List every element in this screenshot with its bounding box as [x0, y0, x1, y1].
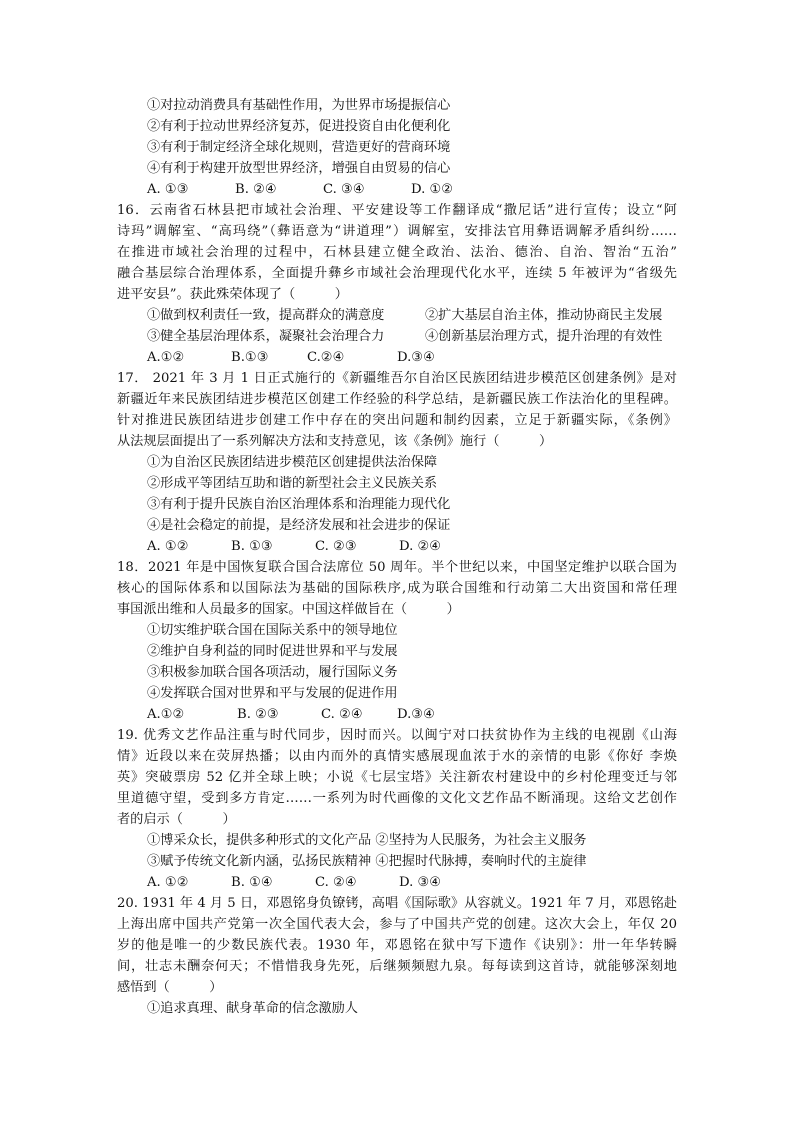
q16-stem-line-5: 进平安县”。获此殊荣体现了（ ）: [117, 287, 348, 302]
q17-option-2: ②形成平等团结互助和谐的新型社会主义民族关系: [147, 476, 438, 491]
q15-choice-a: A. ①③: [147, 182, 189, 197]
q18-stem-line-1: 18．2021 年是中国恢复联合国合法席位 50 周年。半个世纪以来，中国坚定维护以联合国为: [117, 560, 677, 575]
q16-option-2: ②扩大基层自治主体，推动协商民主发展: [425, 308, 663, 323]
q15-option-1: ①对拉动消费具有基础性作用，为世界市场提振信心: [147, 98, 451, 113]
q17-choice-c: C. ②③: [315, 539, 357, 554]
q16-stem-line-4: 融合基层综合治理体系，全面提升彝乡市域社会治理现代化水平，连续 5 年被评为“省级先: [117, 266, 677, 281]
q17-choice-a: A. ①②: [147, 539, 189, 554]
q18-option-2: ②维护自身利益的同时促进世界和平与发展: [147, 644, 398, 659]
q16-stem-line-1: 16．云南省石林县把市域社会治理、平安建设等工作翻译成“撒尼话”进行宣传；设立“阿: [117, 203, 677, 218]
q17-stem-line-3: 针对推进民族团结进步创建工作中存在的突出问题和制约因素，立足于新疆实际，《条例》: [117, 413, 677, 428]
q17-stem-line-1: 17． 2021 年 3 月 1 日正式施行的《新疆维吾尔自治区民族团结进步模范区创建条例》是对: [117, 371, 677, 386]
q17-option-1: ①为自治区民族团结进步模范区创建提供法治保障: [147, 455, 438, 470]
q18-choice-c: C. ②④: [321, 707, 363, 722]
q19-choice-c: C. ②④: [315, 875, 357, 890]
q15-choice-b: B. ②④: [235, 182, 277, 197]
q16-choice-d: D.③④: [397, 350, 435, 365]
q18-option-3: ③积极参加联合国各项活动，履行国际义务: [147, 665, 398, 680]
q20-stem-line-3: 岁的他是唯一的少数民族代表。1930 年，邓恩铭在狱中写下遗作《诀别》：卅一年华转瞬: [117, 938, 677, 953]
q18-option-1: ①切实维护联合国在国际关系中的领导地位: [147, 623, 398, 638]
q16-choice-a: A.①②: [147, 350, 185, 365]
q19-stem-line-3: 英》突破票房 52 亿并全球上映；小说《七层宝塔》关注新农村建设中的乡村伦理变迁与邻: [117, 770, 677, 785]
q19-choice-d: D. ③④: [399, 875, 442, 890]
q16-option-1: ①做到权利责任一致，提高群众的满意度: [147, 308, 385, 323]
q15-option-4: ④有利于构建开放型世界经济，增强自由贸易的信心: [147, 161, 451, 176]
q19-stem-line-5: 者的启示（ ）: [117, 812, 236, 827]
q18-choice-b: B. ②③: [237, 707, 279, 722]
q18-stem-line-2: 核心的国际体系和以国际法为基础的国际秩序,成为联合国维和行动第二大出资国和常任理: [117, 581, 677, 596]
q17-option-4: ④是社会稳定的前提，是经济发展和社会进步的保证: [147, 518, 451, 533]
q17-answer-choices: [147, 537, 441, 557]
q18-choice-a: A.①②: [147, 707, 185, 722]
q15-choice-d: D. ①②: [411, 182, 454, 197]
q19-stem-line-1: 19. 优秀文艺作品注重与时代同步，因时而兴。以闽宁对口扶贫协作为主线的电视剧《山海: [117, 728, 677, 743]
q20-stem-line-4: 间，壮志未酬奈何天；不惜惜我身先死，后继频频慰九泉。每每读到这首诗，就能够深刻地: [117, 959, 677, 974]
q17-option-3: ③有利于提升民族自治区治理体系和治理能力现代化: [147, 497, 451, 512]
q17-choice-d: D. ②④: [399, 539, 442, 554]
q20-option-1: ①追求真理、献身革命的信念激励人: [147, 1001, 358, 1016]
q19-choice-a: A. ①②: [147, 875, 189, 890]
q20-stem-line-5: 感悟到（ ）: [117, 980, 223, 995]
q19-choice-b: B. ①④: [231, 875, 273, 890]
q19-option-3-4: ③赋予传统文化新内涵，弘扬民族精神 ④把握时代脉搏，奏响时代的主旋律: [147, 854, 587, 869]
q16-choice-b: B.①③: [231, 350, 269, 365]
q18-answer-choices: [147, 705, 435, 725]
q17-stem-line-4: 从法规层面提出了一系列解决方法和支持意见，该《条例》施行（ ）: [117, 434, 553, 449]
q19-stem-line-2: 情》近段以来在荧屏热播；以由内而外的真情实感展现血浓于水的亲情的电影《你好 李焕: [117, 749, 677, 764]
q15-option-2: ②有利于拉动世界经济复苏，促进投资自由化便利化: [147, 119, 451, 134]
q19-stem-line-4: 里道德守望，受到多方肯定……一系列为时代画像的文化文艺作品不断涌现。这给文艺创作: [117, 791, 677, 806]
q16-answer-choices: [147, 348, 435, 368]
q19-answer-choices: [147, 873, 441, 893]
q16-option-3: ③健全基层治理体系，凝聚社会治理合力: [147, 329, 385, 344]
q16-choice-c: C.②④: [307, 350, 345, 365]
q20-stem-line-2: 上海出席中国共产党第一次全国代表大会，参与了中国共产党的创建。这次大会上，年仅 20: [117, 917, 677, 932]
q16-option-4: ④创新基层治理方式，提升治理的有效性: [425, 329, 663, 344]
q15-answer-choices: [147, 180, 453, 200]
q17-choice-b: B. ①③: [231, 539, 273, 554]
q20-stem-line-1: 20. 1931 年 4 月 5 日，邓恩铭身负镣铐，高唱《国际歌》从容就义。1921 年 7 月，邓恩铭赴: [117, 896, 677, 911]
q15-option-3: ③有利于制定经济全球化规则，营造更好的营商环境: [147, 140, 451, 155]
q18-option-4: ④发挥联合国对世界和平与发展的促进作用: [147, 686, 398, 701]
q17-stem-line-2: 新疆近年来民族团结进步模范区创建工作经验的科学总结，是新疆民族工作法治化的里程碑。: [117, 392, 677, 407]
q18-stem-line-3: 事国派出维和人员最多的国家。中国这样做旨在（ ）: [117, 602, 460, 617]
q19-option-1-2: ①博采众长，提供多种形式的文化产品 ②坚持为人民服务，为社会主义服务: [147, 833, 587, 848]
q16-stem-line-3: 在推进市域社会治理的过程中，石林县建立健全政治、法治、德治、自治、智治“五治”: [117, 245, 677, 260]
q15-choice-c: C. ③④: [323, 182, 365, 197]
q18-choice-d: D.③④: [397, 707, 435, 722]
q16-stem-line-2: 诗玛”调解室、“高玛绕”（彝语意为“讲道理”）调解室，安排法官用彝语调解矛盾纠纷……: [117, 224, 677, 239]
